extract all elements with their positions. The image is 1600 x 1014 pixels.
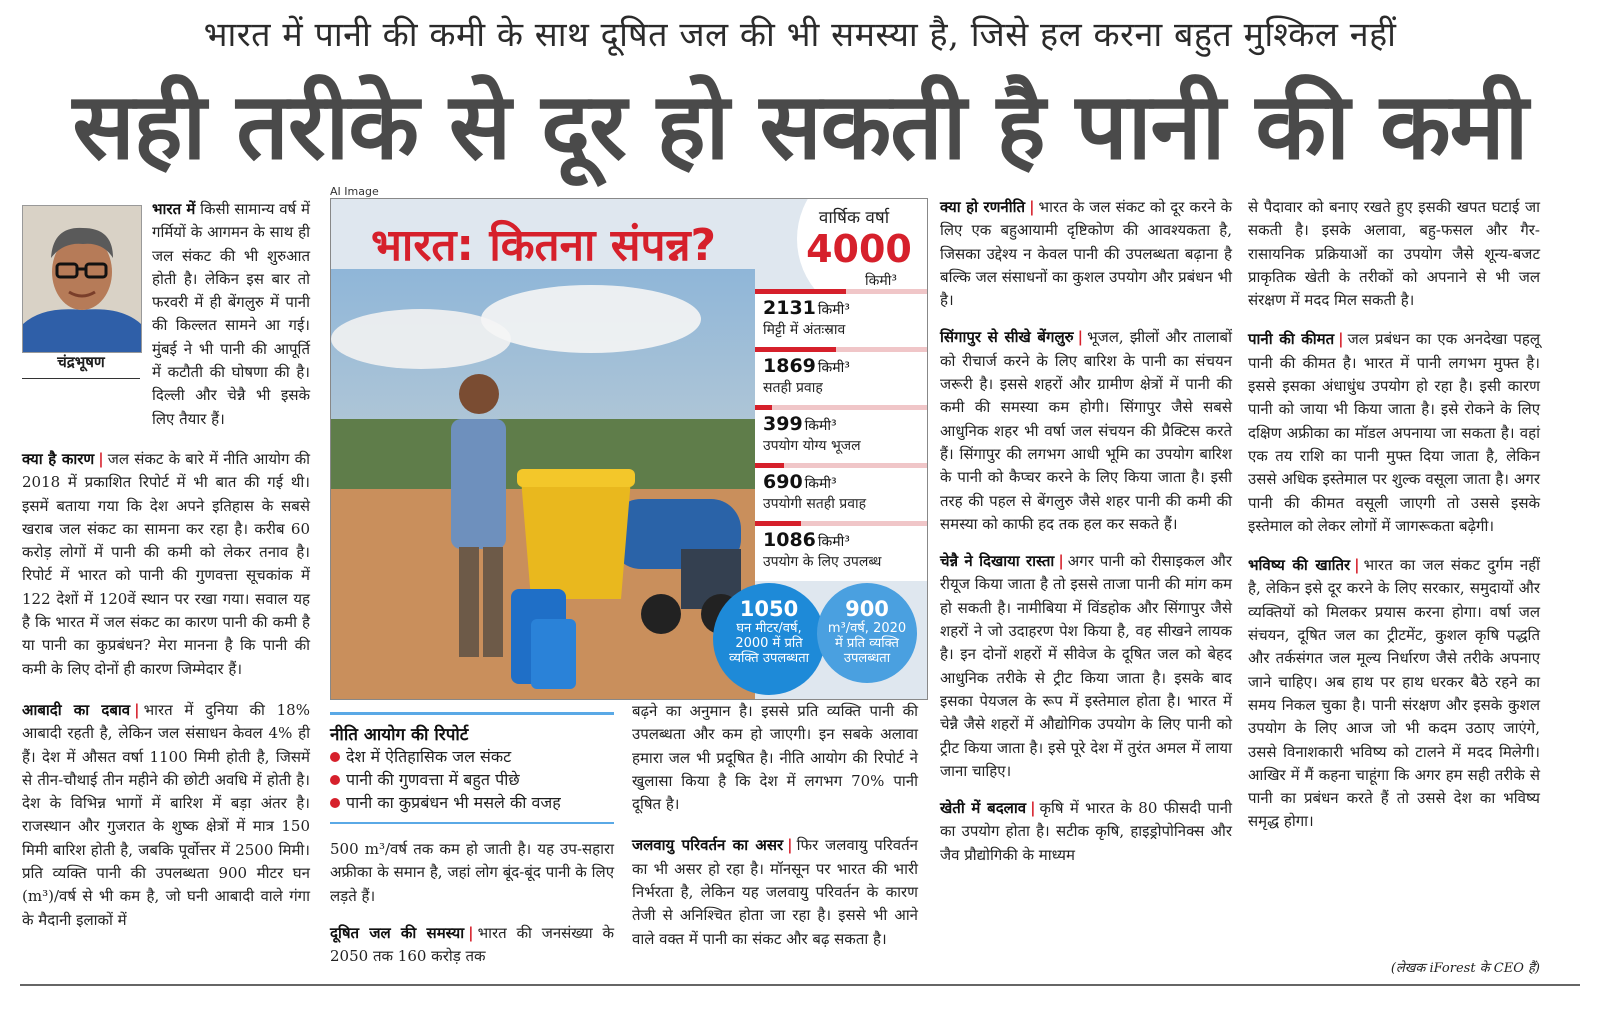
- section-price-heading: पानी की कीमत: [1248, 330, 1335, 349]
- section-strategy-text: भारत के जल संकट को दूर करने के लिए एक बहुआयामी दृष्टिकोण की आवश्यकता है, जिसका उद्देश्य न केवल पानी की उपलब्धता बढ़ाना है बल्कि जल संसाधनों का कुशल उपयोग और प्रबंधन भी है।: [940, 198, 1232, 310]
- heading-separator: |: [134, 700, 140, 719]
- author-portrait-icon: [23, 206, 141, 352]
- section-strategy: [940, 196, 1232, 312]
- author-footnote: (लेखक iForest के CEO हैं): [1390, 961, 1540, 976]
- stat-bar-1: [755, 289, 846, 294]
- bubble-2000-text: घन मीटर/वर्ष, 2000 में प्रति व्यक्ति उपलब्धता: [728, 621, 810, 666]
- stat-2-desc: सतही प्रवाह: [763, 380, 823, 396]
- box-top-rule: [330, 712, 614, 715]
- section-singapore: [940, 326, 1232, 536]
- niti-report-item-text: पानी की गुणवत्ता में बहुत पीछे: [346, 770, 520, 789]
- stat-1-value: 2131: [763, 297, 816, 319]
- column-2: [330, 838, 614, 980]
- heading-separator: |: [1029, 198, 1035, 216]
- bottom-rule: [20, 984, 1580, 986]
- section-future: [1248, 554, 1540, 834]
- section-population: [22, 699, 310, 932]
- box-bottom-rule: [330, 822, 614, 824]
- stat-3-desc: उपयोग योग्य भूजल: [763, 438, 861, 454]
- heading-separator: |: [1058, 552, 1064, 571]
- section-future-heading: भविष्य की खातिर: [1248, 556, 1351, 575]
- stat-bar-4: [755, 463, 784, 468]
- section-strategy-heading: क्या हो रणनीति: [940, 198, 1026, 216]
- ai-image-label: AI Image: [330, 185, 379, 198]
- section-cause-heading: क्या है कारण: [22, 450, 95, 468]
- water-infographic: [330, 198, 928, 700]
- author-name: चंद्रभूषण: [57, 353, 105, 371]
- section-climate: [632, 834, 918, 950]
- bubble-2020-value: 900: [845, 597, 889, 621]
- annual-rain-label: वार्षिक वर्षा: [818, 208, 890, 228]
- section-polluted-heading: दूषित जल की समस्या: [330, 923, 465, 942]
- col2-continued: 500 m³/वर्ष तक कम हो जाती है। यह उप-सहारा अफ्रीका के समान है, जहां लोग बूंद-बूंद पानी के लिए लड़ते हैं।: [330, 840, 614, 905]
- niti-report-title: नीति आयोग की रिपोर्ट: [330, 725, 469, 745]
- section-singapore-text: भूजल, झीलों और तालाबों को रीचार्ज करने के लिए बारिश के पानी का संचयन जरूरी है। इससे शहरों और ग्रामीण क्षेत्रों में पानी की कमी की समस्या कम होगी। सिंगापुर जैसे सबसे आधुनिक शहर भी वर्षा जल संचयन की प्रैक्टिस करते हैं। सिंगापुर की लगभग आधी भूमि का उपयोग बारिश के पानी को कैप्चर करने के लिए किया जाता है। इसी तरह की पहल से बेंगलुरु जैसे शहर पानी की कमी की समस्या को काफी हद तक हल कर सकते हैं।: [940, 328, 1233, 533]
- infographic-title: भारत: कितना संपन्न?: [371, 220, 717, 271]
- annual-rain-unit: किमी³: [865, 273, 897, 289]
- col3-continued: बढ़ने का अनुमान है। इससे प्रति व्यक्ति पानी की उपलब्धता और कम हो जाएगी। इन सबके अलावा हमारा जल भी प्रदूषित है। नीति आयोग की रिपोर्ट ने खुलासा किया है कि देश में लगभग 70% पानी दूषित है।: [632, 702, 918, 814]
- stat-4-value: 690: [763, 471, 803, 493]
- section-chennai-heading: चेन्नै ने दिखाया रास्ता: [940, 552, 1055, 571]
- caption-rule: [22, 378, 140, 379]
- stats-panel: [755, 289, 927, 581]
- bubble-2000-value: 1050: [739, 597, 799, 621]
- kicker-headline: भारत में पानी की कमी के साथ दूषित जल की भी समस्या है, जिसे हल करना बहुत मुश्किल नहीं: [203, 15, 1397, 55]
- column-4: [940, 196, 1232, 879]
- section-population-heading: आबादी का दबाव: [22, 700, 131, 719]
- bullet-icon: [330, 752, 340, 762]
- column-1: [22, 448, 310, 944]
- stat-bar-5: [755, 521, 801, 526]
- stat-2-value: 1869: [763, 355, 816, 377]
- section-chennai: [940, 550, 1232, 783]
- heading-separator: |: [1077, 328, 1084, 347]
- bubble-2020-text: m³/वर्ष, 2020 में प्रति व्यक्ति उपलब्धता: [827, 621, 907, 666]
- section-polluted-water: [330, 922, 614, 969]
- section-climate-text: फिर जलवायु परिवर्तन का भी असर हो रहा है। मॉनसून पर भारत की भारी निर्भरता है, लेकिन यह जलवायु परिवर्तन के कारण तेजी से अनिश्चित होता जा रहा है। इससे भी आने वाले वक्त में पानी का संकट और बढ़ सकता है।: [632, 836, 918, 948]
- section-farming-text: कृषि में भारत के 80 फीसदी पानी का उपयोग होता है। सटीक कृषि, हाइड्रोपोनिक्स और जैव प्रौद्योगिकी के माध्यम: [940, 799, 1232, 864]
- stat-1-desc: मिट्टी में अंतःस्राव: [763, 322, 846, 338]
- stat-5-unit: किमी³: [817, 534, 850, 550]
- stat-3-value: 399: [763, 413, 803, 435]
- bullet-icon: [330, 798, 340, 808]
- heading-separator: |: [1030, 799, 1036, 818]
- niti-report-item: [330, 745, 614, 768]
- stat-2-unit: किमी³: [817, 360, 850, 376]
- heading-separator: |: [1354, 556, 1360, 575]
- niti-report-item-text: देश में ऐतिहासिक जल संकट: [346, 747, 512, 766]
- heading-separator: |: [468, 923, 474, 942]
- section-price: [1248, 328, 1540, 538]
- section-chennai-text: अगर पानी को रीसाइकल और रीयूज किया जाता है तो इससे ताजा पानी की मांग कम हो सकती है। नामीबिया में विंडहोक और सिंगापुर जैसे शहरों ने जो उदाहरण पेश किया है, वह सीखने लायक है। इन दोनों शहरों में सीवेज के दूषित जल को बेहद आधुनिक तरीके से ट्रीट किया जाता है। इसके बाद इसका पेयजल के रूप में इस्तेमाल होता है। भारत में चेन्नै जैसे शहरों में औद्योगिक उपयोग के लिए पानी को ट्रीट किया जाता है। इसे पूरे देश में तुरंत अमल में लाया जाना चाहिए।: [940, 552, 1233, 780]
- stat-bar-3: [755, 405, 772, 410]
- col5-continued: से पैदावार को बनाए रखते हुए इसकी खपत घटाई जा सकती है। इसके अलावा, बहु-फसल और गैर-रासायनिक प्रक्रियाओं का उपयोग जैसे शून्य-बजट प्राकृतिक खेती के तरीकों को अपनाने से भी जल संरक्षण में मदद मिल सकती है।: [1248, 198, 1540, 310]
- stat-1-unit: किमी³: [817, 302, 850, 318]
- stat-5-value: 1086: [763, 529, 816, 551]
- stat-5-desc: उपयोग के लिए उपलब्ध: [763, 554, 882, 570]
- section-farming-heading: खेती में बदलाव: [940, 799, 1027, 818]
- main-headline: सही तरीके से दूर हो सकती है पानी की कमी: [72, 73, 1528, 180]
- bubble-2020: [817, 583, 917, 683]
- intro-lead: भारत में: [152, 200, 196, 218]
- intro-wrap-text: [152, 198, 310, 431]
- section-population-text: भारत में दुनिया की 18% आबादी रहती है, लेकिन जल संसाधन केवल 4% ही हैं। देश में औसत वर्षा 1100 मिमी होती है, जिसमें से तीन-चौथाई तीन महीने की छोटी अवधि में होती है। देश के विभिन्न भागों में बारिश में बड़ा अंतर है। राजस्थान और गुजरात के शुष्क क्षेत्रों में मात्र 150 मिमी बारिश होती है, जबकि पूर्वोत्तर में 2500 मिमी। प्रति व्यक्ति पानी की उपलब्धता 900 मीटर घन (m³)/वर्ष से भी कम है, जो घनी आबादी वाले गंगा के मैदानी इलाकों में: [22, 700, 310, 929]
- niti-report-box: [330, 722, 614, 814]
- heading-separator: |: [98, 450, 104, 468]
- stat-bar-2: [755, 347, 836, 352]
- stat-1: [763, 297, 923, 339]
- niti-report-item: [330, 791, 614, 814]
- stat-bar-track: [755, 405, 927, 410]
- stat-4-unit: किमी³: [804, 476, 837, 492]
- column-5: [1248, 196, 1540, 846]
- bubble-2000: [713, 583, 825, 695]
- annual-rain-value: 4000: [806, 227, 912, 271]
- section-polluted-text: भारत की जनसंख्या के 2050 तक 160 करोड़ तक: [330, 923, 614, 966]
- stat-4-desc: उपयोगी सतही प्रवाह: [763, 496, 867, 512]
- section-singapore-heading: सिंगापुर से सीखे बेंगलुरु: [940, 328, 1074, 347]
- niti-report-item-text: पानी का कुप्रबंधन भी मसले की वजह: [346, 793, 561, 812]
- heading-separator: |: [1338, 330, 1344, 349]
- stat-3-unit: किमी³: [804, 418, 837, 434]
- bullet-icon: [330, 775, 340, 785]
- stat-4: [763, 471, 923, 513]
- section-cause: [22, 448, 310, 681]
- niti-report-item: [330, 768, 614, 791]
- heading-separator: |: [787, 836, 793, 855]
- column-3: [632, 700, 918, 963]
- intro-paragraph: किसी सामान्य वर्ष में गर्मियों के आगमन के साथ ही जल संकट की भी शुरुआत होती है। लेकिन इस बार तो फरवरी में ही बेंगलुरु में पानी की किल्लत सामने आ गई। मुंबई ने भी पानी की आपूर्ति में कटौती की घोषणा की है। दिल्ली और चेन्नै भी इसके लिए तैयार हैं।: [152, 200, 310, 428]
- author-photo: [22, 205, 142, 353]
- section-price-text: जल प्रबंधन का एक अनदेखा पहलू पानी की कीमत है। भारत में पानी लगभग मुफ्त है। इससे इसका अंधाधुंध उपयोग हो रहा है। इसी कारण पानी को जाया भी किया जाता है। इसे रोकने के लिए दक्षिण अफ्रीका का मॉडल अपनाया जा सकता है। वहां एक तय राशि का पानी मुफ्त दिया जाता है, लेकिन उससे अधिक इस्तेमाल पर शुल्क वसूला जाता है। अगर पानी की कीमत वसूली जाएगी तो उससे इसके इस्तेमाल को लेकर लोगों में जागरूकता बढ़ेगी।: [1248, 330, 1540, 535]
- stat-2: [763, 355, 923, 397]
- section-farming: [940, 797, 1232, 867]
- stat-5: [763, 529, 923, 571]
- section-cause-text: जल संकट के बारे में नीति आयोग की 2018 में प्रकाशित रिपोर्ट में भी बात की गई थी। इसमें बताया गया कि देश अपने इतिहास के सबसे खराब जल संकट का सामना कर रहा है। करीब 60 करोड़ लोगों में पानी की कमी को लेकर तनाव है। रिपोर्ट में भारत को पानी की गुणवत्ता सूचकांक में 122 देशों में 120वें स्थान पर रखा गया। सवाल यह है कि भारत में जल संकट का कारण पानी की कमी है या पानी का कुप्रबंधन? मेरा मानना है कि पानी की कमी के लिए दोनों ही कारण जिम्मेदार हैं।: [22, 450, 311, 678]
- section-climate-heading: जलवायु परिवर्तन का असर: [632, 836, 784, 855]
- section-future-text: भारत का जल संकट दुर्गम नहीं है, लेकिन इसे दूर करने के लिए सरकार, समुदायों और व्यक्तियों को मिलकर प्रयास करना होगा। वर्षा जल संचयन, दूषित जल का ट्रीटमेंट, कुशल कृषि पद्धति और तर्कसंगत जल मूल्य निर्धारण जैसे तरीके अपनाए जाने चाहिए। अब हाथ पर हाथ धरकर बैठे रहने का समय निकल चुका है। पानी संरक्षण और इसके कुशल उपयोग के लिए आज जो भी कदम उठाए जाएंगे, उससे विनाशकारी भविष्य को टालने में मदद मिलेगी। आखिर में मैं कहना चाहूंगा कि अगर हम सही तरीके से पानी का प्रबंधन करते हैं तो उससे देश का भविष्य समृद्ध होगा।: [1248, 556, 1541, 831]
- water-tank-scene-illustration: [331, 269, 755, 699]
- stat-3: [763, 413, 923, 455]
